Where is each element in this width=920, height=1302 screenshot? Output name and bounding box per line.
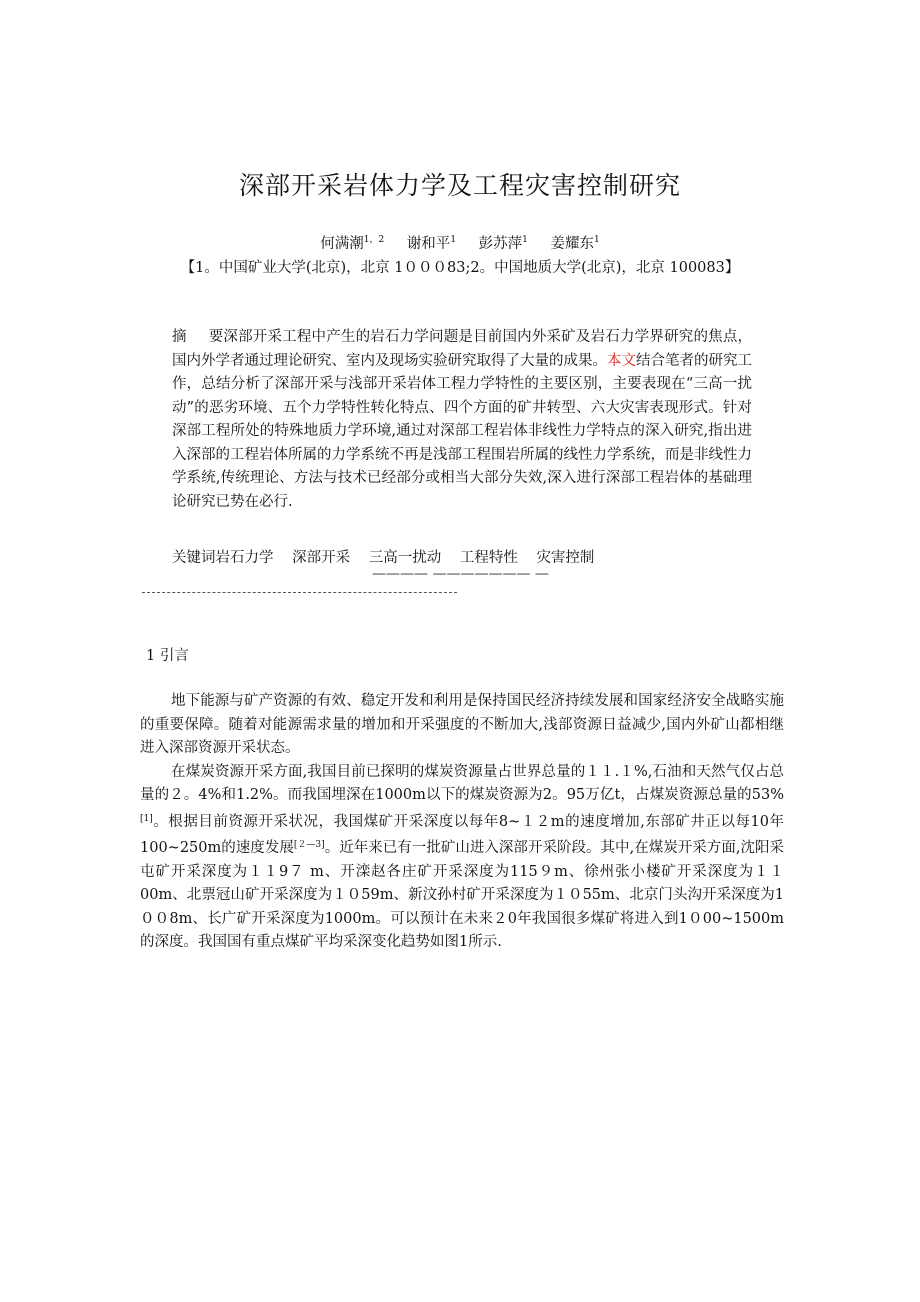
keyword: 三高一扰动 <box>368 550 442 566</box>
abstract-label: 摘 <box>172 329 187 345</box>
author-name: 谢和平 <box>406 236 451 252</box>
author <box>407 236 456 252</box>
author-affiliation-mark: 1，2 <box>363 235 385 245</box>
affiliation: 【1。中国矿业大学(北京)，北京 1０００83;2。中国地质大学(北京)，北京 100083】 <box>180 260 740 276</box>
paragraph-text: 。根据目前资源开采状况，我国煤矿开采深度以每年8~１２m的速度增加,东部矿井正以每10年100~250m的速度发展 <box>140 813 784 856</box>
author <box>320 236 384 252</box>
author <box>551 236 600 252</box>
paragraph-text: 在煤炭资源开采方面,我国目前已探明的煤炭资源量占世界总量的１１.１%,石油和天然气仅占总量的２。4%和1.2%。而我国埋深在1000m以下的煤炭资源为2。95万亿t，占煤炭资源总量的53% <box>140 763 784 803</box>
keywords-label: 关键词 <box>172 550 216 566</box>
author <box>479 236 528 252</box>
keyword: 灾害控制 <box>536 550 595 566</box>
abstract-text: 结合笔者的研究工作，总结分析了深部开采与浅部开采岩体工程力学特性的主要区别，主要表现在“三高一扰动”的恶劣环境、五个力学特性转化特点、四个方面的矿井转型、六大灾害表现形式。针对深部工程所处的特殊地质力学环境,通过对深部工程岩体非线性力学特点的深入研究,指出进入深部的工程岩体所属的力学系统不再是浅部工程围岩所属的线性力学系统，而是非线性力学系统,传统理论、方法与技术已经部分或相当大部分失效,深入进行深部工程岩体的基础理论研究已势在必行. <box>172 352 752 510</box>
paragraph: 地下能源与矿产资源的有效、稳定开发和利用是保持国民经济持续发展和国家经济安全战略实施的重要保障。随着对能源需求量的增加和开采强度的不断加大,浅部资源日益减少,国内外矿山都相继进入深部资源开采状态。 <box>140 693 784 756</box>
keyword: 岩石力学 <box>215 550 274 566</box>
paragraph <box>140 761 784 955</box>
author-affiliation-mark: 1 <box>522 235 528 245</box>
citation-ref: [1] <box>140 813 153 824</box>
author-affiliation-mark: 1 <box>450 235 457 245</box>
separator-rule <box>142 592 457 593</box>
keywords <box>172 546 772 567</box>
author-name: 姜耀东 <box>550 236 594 252</box>
paragraph-text: 。近年来已有一批矿山进入深部开采阶段。其中,在煤炭开采方面,沈阳采屯矿开采深度为１１9７ m、开滦赵各庄矿开采深度为115９m、徐州张小楼矿开采深度为１１00m、北票冠山矿开采深度为１０59m、新汶孙村矿开采深度为１０55m、北京门头沟开采深度为1００8m、长广矿开采深度为1000m。可以预计在未来２0年我国很多煤矿将进入到1０00~1500m的深度。我国国有重点煤矿平均采深变化趋势如图1所示. <box>140 840 785 950</box>
author-affiliation-mark: 1 <box>594 235 600 245</box>
section-heading: 1 引言 <box>146 648 189 664</box>
author-name: 何满潮 <box>320 236 364 252</box>
author-name: 彭苏萍 <box>478 236 523 252</box>
keyword: 深部开采 <box>292 550 351 566</box>
abstract <box>172 326 752 514</box>
author-list <box>0 232 920 253</box>
paper-title: 深部开采岩体力学及工程灾害控制研究 <box>238 171 681 200</box>
citation-ref: [２—3] <box>293 840 325 850</box>
section-body <box>140 690 784 955</box>
abstract-highlight: 本文 <box>607 352 636 369</box>
keyword: 工程特性 <box>459 550 518 566</box>
separator-dashes: ———— ——————— — <box>372 566 549 582</box>
abstract-text: 要深部开采工程中产生的岩石力学问题是目前国内外采矿及岩石力学界研究的焦点，国内外学者通过理论研究、室内及现场实验研究取得了大量的成果。 <box>172 329 753 369</box>
